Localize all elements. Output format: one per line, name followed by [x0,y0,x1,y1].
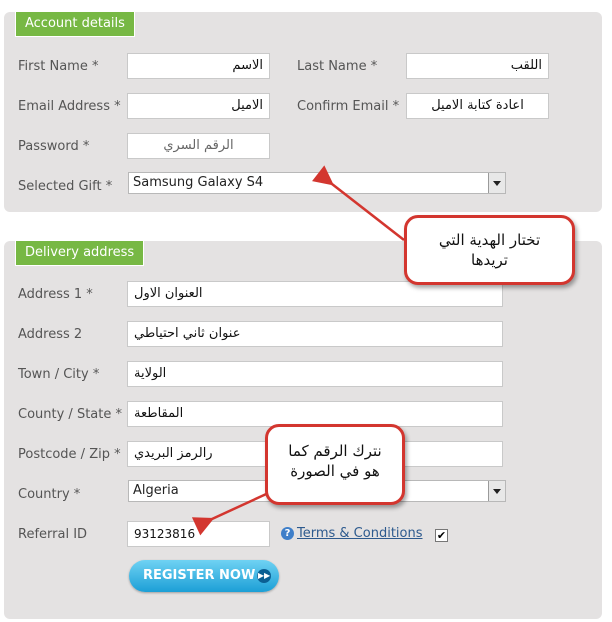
referral-id-label: Referral ID [18,527,88,542]
cropped-top-text [0,0,612,6]
email-label: Email Address * [18,99,121,114]
delivery-address-legend: Delivery address [15,240,144,266]
address2-label: Address 2 [18,327,83,342]
postcode-label: Postcode / Zip * [18,447,121,462]
email-input[interactable]: الاميل [127,93,270,119]
selected-gift-label: Selected Gift * [18,179,113,194]
postcode-value: رالرمز البريدي [134,446,213,461]
referral-id-input[interactable]: 93123816 [127,521,270,547]
last-name-label: Last Name * [297,59,378,74]
county-value: المقاطعة [134,406,184,421]
gift-select-value: Samsung Galaxy S4 [133,175,264,190]
referral-annotation-text: نترك الرقم كما هو في الصورة [288,442,382,480]
address2-value: عنوان ثاني احتياطي [134,326,241,341]
country-label: Country * [18,487,81,502]
town-label: Town / City * [18,367,100,382]
password-input[interactable]: الرقم السري [127,133,270,159]
last-name-input[interactable]: اللقب [406,53,549,79]
first-name-label: First Name * [18,59,99,74]
confirm-email-input[interactable]: اعادة كتابة الاميل [406,93,549,119]
gift-select[interactable] [128,172,506,194]
chevron-down-icon[interactable] [488,173,505,193]
register-now-button[interactable] [129,560,279,592]
terms-checkbox[interactable]: ✔ [436,529,447,542]
county-label: County / State * [18,407,122,422]
country-select-value: Algeria [133,483,179,498]
address1-value: العنوان الاول [134,286,203,301]
address2-input[interactable] [127,321,503,347]
register-now-label: REGISTER NOW [143,568,256,583]
fast-forward-icon: ▶▶ [257,569,271,583]
gift-annotation-bubble [404,215,575,285]
account-details-legend: Account details [15,11,135,37]
info-icon[interactable]: ? [281,527,294,540]
chevron-down-icon[interactable] [488,481,505,501]
address1-label: Address 1 * [18,287,93,302]
town-value: الولاية [134,366,167,381]
first-name-input[interactable]: الاسم [127,53,270,79]
town-input[interactable] [127,361,503,387]
referral-annotation-bubble [265,424,405,505]
password-label: Password * [18,139,90,154]
confirm-email-label: Confirm Email * [297,99,400,114]
gift-annotation-text: تختار الهدية التي تريدها [438,231,541,269]
terms-conditions-link[interactable]: Terms & Conditions [297,526,423,541]
